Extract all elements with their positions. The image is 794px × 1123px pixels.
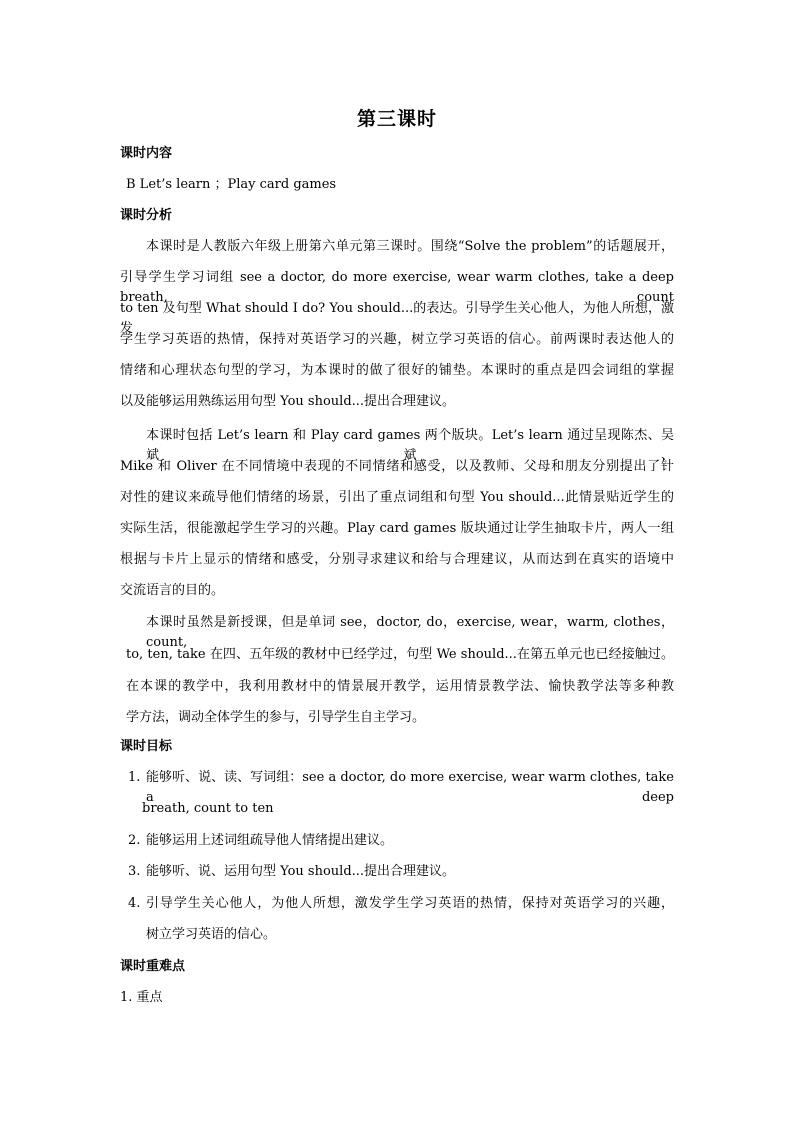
section-heading-content: 课时内容 — [120, 146, 173, 161]
content-text: B Let’s learn ；Play card games — [126, 177, 337, 192]
analysis-p1-line: 本课时是人教版六年级上册第六单元第三课时。围绕“Solve the problem”的话题展开， — [146, 239, 674, 254]
analysis-p3-line: 学方法，调动全体学生的参与，引导学生自主学习。 — [126, 710, 426, 725]
analysis-p2-line: 实际生活，很能激起学生学习的兴趣。Play card games 版块通过让学生抽取卡片，两人一组 — [120, 521, 674, 536]
analysis-p1-line: 学生学习英语的热情，保持对英语学习的兴趣，树立学习英语的信心。前两课时表达他人的 — [120, 332, 674, 347]
goal-text-line: 树立学习英语的信心。 — [146, 927, 277, 942]
analysis-p2-line: 本课时包括 Let’s learn 和 Play card games 两个版块。Let’s learn 通过呈现陈杰、吴斌斌、 — [146, 428, 674, 463]
analysis-p2-line: Mike 和 Oliver 在不同情境中表现的不同情绪和感受，以及教师、父母和朋友分别提出了针 — [120, 459, 674, 474]
goal-text-line: 能够运用上述词组疏导他人情绪提出建议。 — [146, 833, 394, 848]
analysis-p1-line: 引导学生学习词组 see a doctor, do more exercise, wear warm clothes, take a deep breath, count — [120, 270, 674, 305]
analysis-p2-line: 交流语言的目的。 — [120, 583, 225, 598]
section-heading-goals: 课时目标 — [120, 739, 173, 754]
analysis-p1-line: 情绪和心理状态句型的学习，为本课时的做了很好的铺垫。本课时的重点是四会词组的掌握 — [120, 363, 674, 378]
goal-text-line: breath, count to ten — [142, 801, 274, 816]
analysis-p2-line: 对性的建议来疏导他们情绪的场景，引出了重点词组和句型 You should...此情景贴近学生的 — [120, 490, 674, 505]
analysis-p1-line: 以及能够运用熟练运用句型 You should...提出合理建议。 — [120, 394, 456, 409]
goal-text-line: 引导学生关心他人，为他人所想，激发学生学习英语的热情，保持对英语学习的兴趣， — [146, 896, 674, 911]
analysis-p1-line: to ten 及句型 What should I do? You should...的表达。引导学生关心他人，为他人所想，激发 — [120, 301, 674, 336]
goal-number: 4. — [128, 896, 141, 911]
analysis-p3-line: 在本课的教学中，我利用教材中的情景展开教学，运用情景教学法、愉快教学法等多种教 — [126, 679, 674, 694]
page-title: 第三课时 — [356, 108, 437, 130]
analysis-p2-line: 根据与卡片上显示的情绪和感受，分别寻求建议和给与合理建议，从而达到在真实的语境中 — [120, 552, 674, 567]
section-heading-analysis: 课时分析 — [120, 208, 173, 223]
analysis-p3-line: 本课时虽然是新授课，但是单词 see，doctor, do，exercise, wear，warm, clothes，count, — [146, 615, 674, 650]
goal-number: 2. — [128, 833, 141, 848]
section-heading-keypoints: 课时重难点 — [120, 959, 186, 974]
goal-text-line: 能够听、说、读、写词组：see a doctor, do more exercise, wear warm clothes, take a deep — [146, 770, 674, 805]
goal-text-line: 能够听、说、运用句型 You should...提出合理建议。 — [146, 864, 456, 879]
keypoint-item: 1. 重点 — [120, 990, 163, 1005]
goal-number: 1. — [128, 770, 141, 785]
goal-number: 3. — [128, 864, 141, 879]
analysis-p3-line: to, ten, take 在四、五年级的教材中已经学过，句型 We should...在第五单元也已经接触过。 — [126, 647, 674, 662]
